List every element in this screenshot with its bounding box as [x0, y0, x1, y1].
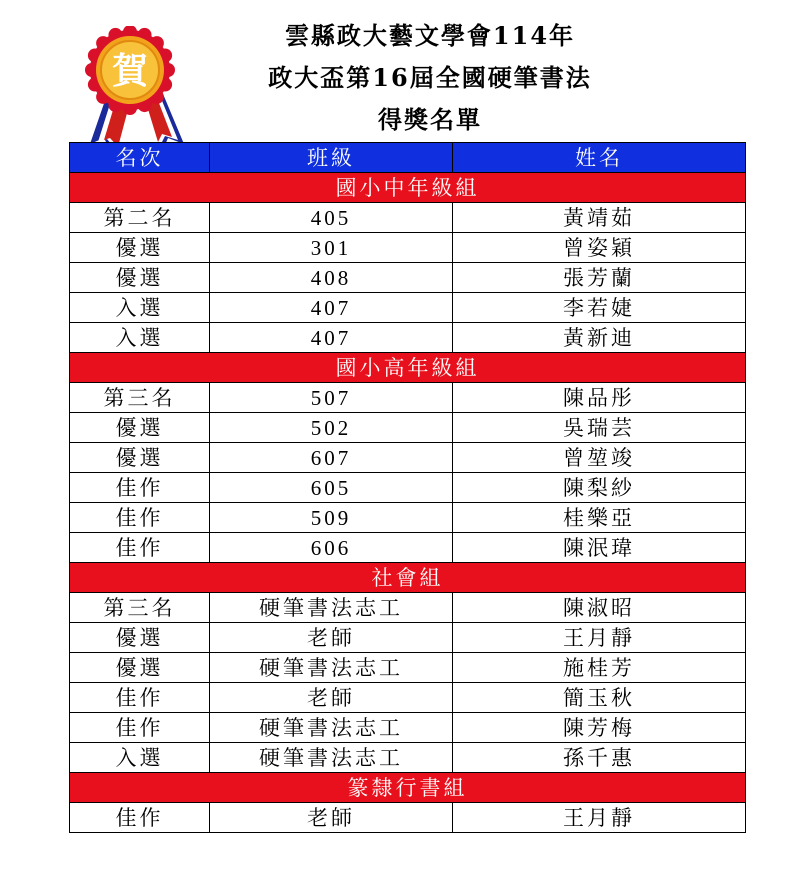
table-row [70, 263, 746, 293]
name-cell: 陳梨紗 [453, 473, 746, 503]
class-cell: 507 [210, 383, 453, 413]
table-row [70, 593, 746, 623]
table-row [70, 533, 746, 563]
name-cell: 簡玉秋 [453, 683, 746, 713]
table-header-row [70, 143, 746, 173]
group-title: 國小中年級組 [70, 173, 746, 203]
rank-cell: 入選 [70, 323, 210, 353]
class-cell: 407 [210, 293, 453, 323]
name-cell: 吳瑞芸 [453, 413, 746, 443]
header-rank: 名次 [70, 143, 210, 173]
name-cell: 陳泯瑋 [453, 533, 746, 563]
rank-cell: 優選 [70, 443, 210, 473]
badge [85, 26, 175, 115]
rank-cell: 佳作 [70, 683, 210, 713]
table-row [70, 503, 746, 533]
rank-cell: 第三名 [70, 593, 210, 623]
class-cell: 老師 [210, 623, 453, 653]
table-row [70, 233, 746, 263]
name-cell: 王月靜 [453, 623, 746, 653]
name-cell: 黃新迪 [453, 323, 746, 353]
rank-cell: 優選 [70, 413, 210, 443]
rank-cell: 第三名 [70, 383, 210, 413]
name-cell: 孫千惠 [453, 743, 746, 773]
rank-cell: 佳作 [70, 473, 210, 503]
rank-cell: 佳作 [70, 503, 210, 533]
group-title: 篆隸行書組 [70, 773, 746, 803]
rank-cell: 第二名 [70, 203, 210, 233]
header-name: 姓名 [453, 143, 746, 173]
name-cell: 施桂芳 [453, 653, 746, 683]
name-cell: 李若婕 [453, 293, 746, 323]
table-row [70, 203, 746, 233]
header-class: 班級 [210, 143, 453, 173]
table-row [70, 623, 746, 653]
table-row [70, 713, 746, 743]
class-cell: 407 [210, 323, 453, 353]
group-row [70, 173, 746, 203]
class-cell: 502 [210, 413, 453, 443]
table-row [70, 803, 746, 833]
class-cell: 硬筆書法志工 [210, 743, 453, 773]
name-cell: 曾堃竣 [453, 443, 746, 473]
class-cell: 607 [210, 443, 453, 473]
class-cell: 509 [210, 503, 453, 533]
table-row [70, 323, 746, 353]
rank-cell: 佳作 [70, 713, 210, 743]
group-title: 社會組 [70, 563, 746, 593]
name-cell: 曾姿穎 [453, 233, 746, 263]
table-row [70, 683, 746, 713]
table-row [70, 443, 746, 473]
table-row [70, 293, 746, 323]
rank-cell: 優選 [70, 263, 210, 293]
class-cell: 老師 [210, 683, 453, 713]
table-row [70, 383, 746, 413]
name-cell: 陳品彤 [453, 383, 746, 413]
group-row [70, 563, 746, 593]
name-cell: 陳淑昭 [453, 593, 746, 623]
medal-character: 賀 [111, 50, 149, 92]
class-cell: 硬筆書法志工 [210, 593, 453, 623]
class-cell: 硬筆書法志工 [210, 713, 453, 743]
class-cell: 老師 [210, 803, 453, 833]
title-line-1: 雲縣政大藝文學會114年 [284, 21, 576, 50]
rank-cell: 優選 [70, 623, 210, 653]
table-row [70, 653, 746, 683]
name-cell: 桂樂亞 [453, 503, 746, 533]
rank-cell: 入選 [70, 293, 210, 323]
group-row [70, 773, 746, 803]
class-cell: 硬筆書法志工 [210, 653, 453, 683]
name-cell: 黃靖茹 [453, 203, 746, 233]
rank-cell: 優選 [70, 233, 210, 263]
name-cell: 王月靜 [453, 803, 746, 833]
rank-cell: 入選 [70, 743, 210, 773]
rank-cell: 佳作 [70, 533, 210, 563]
table-row [70, 413, 746, 443]
award-table [69, 142, 746, 833]
table-row [70, 473, 746, 503]
rank-cell: 優選 [70, 653, 210, 683]
class-cell: 605 [210, 473, 453, 503]
group-row [70, 353, 746, 383]
rank-cell: 佳作 [70, 803, 210, 833]
title-line-2: 政大盃第16屆全國硬筆書法 [268, 63, 592, 92]
class-cell: 301 [210, 233, 453, 263]
group-title: 國小高年級組 [70, 353, 746, 383]
name-cell: 張芳蘭 [453, 263, 746, 293]
class-cell: 405 [210, 203, 453, 233]
congratulation-rosette-icon [82, 26, 188, 156]
name-cell: 陳芳梅 [453, 713, 746, 743]
table-row [70, 743, 746, 773]
class-cell: 606 [210, 533, 453, 563]
title-line-3: 得獎名單 [378, 105, 482, 134]
class-cell: 408 [210, 263, 453, 293]
